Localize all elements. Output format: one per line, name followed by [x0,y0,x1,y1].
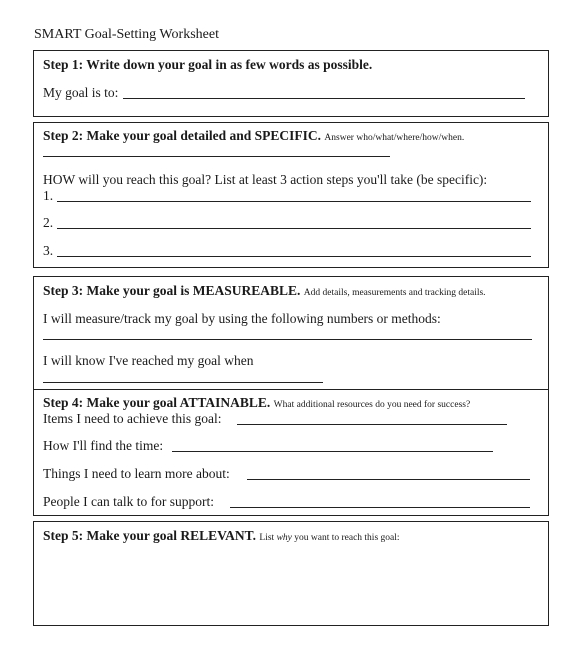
step2-heading: Step 2: Make your goal detailed and SPECIFIC. Answer who/what/where/how/when. [43,128,465,143]
step5-note: List why you want to reach this goal: [259,533,400,543]
step2-item-1-label: 1. [43,188,54,203]
step3-note: Add details, measurements and tracking details. [303,288,486,298]
step1-goal-line[interactable] [123,98,525,99]
step2-note: Answer who/what/where/how/when. [324,133,465,143]
step2-how-prompt: HOW will you reach this goal? List at least 3 action steps you'll take (be specific): [43,172,488,187]
step1-goal-prompt: My goal is to: [43,85,119,100]
step2-item-2-label: 2. [43,215,54,230]
step2-item-3-line[interactable] [57,256,531,257]
step4-heading: Step 4: Make your goal ATTAINABLE. What additional resources do you need for success? [43,395,471,410]
step3-measure-prompt: I will measure/track my goal by using the following numbers or methods: [43,311,441,326]
step4-people-prompt: People I can talk to for support: [43,494,214,509]
step3-know-prompt: I will know I've reached my goal when [43,353,254,368]
step3-measure-line[interactable] [43,339,532,340]
step1-heading: Step 1: Write down your goal in as few words as possible. [43,57,373,72]
step4-items-prompt: Items I need to achieve this goal: [43,411,222,426]
step5-heading: Step 5: Make your goal RELEVANT. List why you want to reach this goal: [43,528,400,543]
step3-know-line[interactable] [43,382,323,383]
step2-item-1-line[interactable] [57,201,531,202]
step4-people-line[interactable] [230,507,530,508]
step4-note: What additional resources do you need for success? [273,400,471,410]
page-title: SMART Goal-Setting Worksheet [34,27,219,42]
step2-item-3-label: 3. [43,243,54,258]
step4-learn-line[interactable] [247,479,530,480]
step4-learn-prompt: Things I need to learn more about: [43,466,230,481]
step4-items-line[interactable] [237,424,507,425]
step2-specific-line[interactable] [43,156,390,157]
step4-time-prompt: How I'll find the time: [43,438,164,453]
step4-time-line[interactable] [172,451,493,452]
step3-heading: Step 3: Make your goal is MEASUREABLE. Add details, measurements and tracking details. [43,283,486,298]
step2-item-2-line[interactable] [57,228,531,229]
